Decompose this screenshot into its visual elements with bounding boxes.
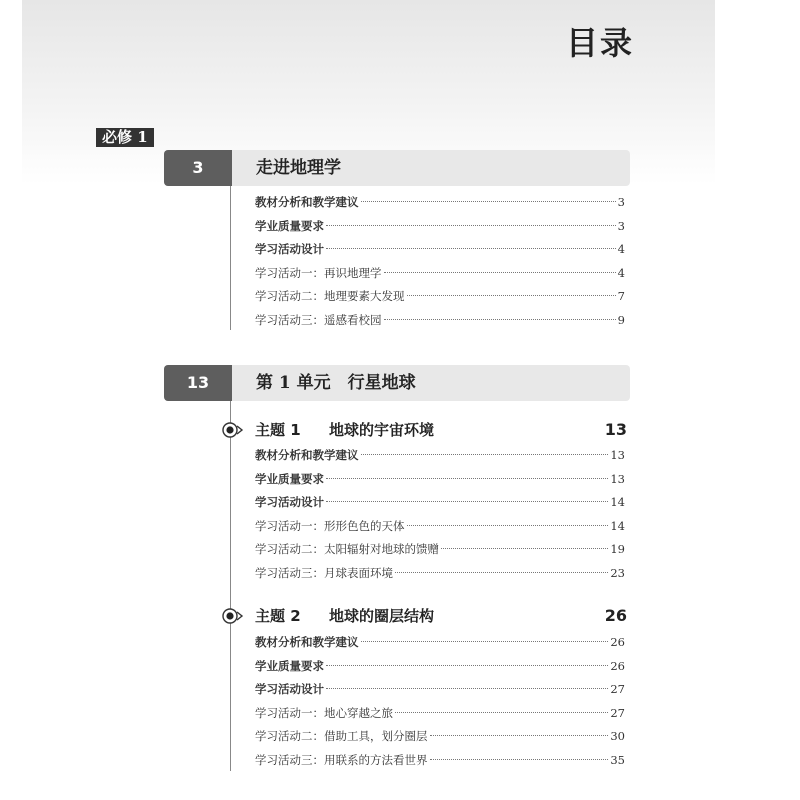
toc-entry[interactable]: 学习活动设计 4 xyxy=(255,238,625,262)
volume-tag: 必修 1 xyxy=(96,128,154,147)
dot-leader xyxy=(407,295,616,296)
toc-page-number: 19 xyxy=(610,542,625,556)
toc-list-topic-2 xyxy=(255,631,625,772)
toc-entry[interactable]: 学业质量要求 3 xyxy=(255,215,625,239)
dot-leader xyxy=(407,525,609,526)
dot-leader xyxy=(395,712,608,713)
toc-entry[interactable]: 学习活动一：形形色色的天体 14 xyxy=(255,515,625,539)
toc-page-number: 9 xyxy=(617,312,625,327)
topic-label: 主题 1 xyxy=(255,421,301,439)
toc-page-number: 7 xyxy=(617,289,625,303)
section-header-intro[interactable] xyxy=(164,150,630,186)
toc-page-number: 14 xyxy=(610,518,625,533)
toc-page-number: 23 xyxy=(610,565,625,580)
section-page-number: 13 xyxy=(164,365,232,401)
toc-page-number: 3 xyxy=(617,218,625,233)
topic-page-number: 13 xyxy=(604,420,627,439)
dot-leader xyxy=(361,201,616,202)
toc-entry[interactable]: 学习活动三：遥感看校园 9 xyxy=(255,309,625,333)
topic-name: 地球的圈层结构 xyxy=(329,607,435,625)
dot-leader xyxy=(395,572,608,573)
dot-leader xyxy=(384,272,616,273)
toc-page-number: 35 xyxy=(610,752,625,767)
topic-heading-1[interactable] xyxy=(222,419,627,441)
toc-entry[interactable]: 学习活动二：地理要素大发现 7 xyxy=(255,285,625,309)
dot-leader xyxy=(430,735,609,736)
toc-entry[interactable]: 学业质量要求 13 xyxy=(255,468,625,492)
timeline-line xyxy=(230,401,231,771)
toc-page-number: 13 xyxy=(610,448,625,462)
toc-page-number: 26 xyxy=(610,658,625,673)
toc-page-number: 27 xyxy=(610,682,625,696)
toc-entry[interactable]: 教材分析和教学建议 3 xyxy=(255,191,625,215)
toc-page-number: 3 xyxy=(617,195,625,209)
section-page-number: 3 xyxy=(164,150,232,186)
dot-leader xyxy=(326,665,608,666)
topic-label: 主题 2 xyxy=(255,607,301,625)
toc-entry[interactable]: 学习活动二：太阳辐射对地球的馈赠 19 xyxy=(255,538,625,562)
section-title: 第 1 单元 行星地球 xyxy=(256,373,416,393)
toc-entry[interactable]: 教材分析和教学建议 26 xyxy=(255,631,625,655)
dot-leader xyxy=(441,548,608,549)
toc-entry[interactable]: 学习活动一：再识地理学 4 xyxy=(255,262,625,286)
toc-entry[interactable]: 学习活动三：月球表面环境 23 xyxy=(255,562,625,586)
dot-leader xyxy=(326,501,608,502)
toc-entry[interactable]: 学习活动二：借助工具，划分圈层 30 xyxy=(255,725,625,749)
topic-name: 地球的宇宙环境 xyxy=(329,421,435,439)
dot-leader xyxy=(384,319,616,320)
toc-page-number: 30 xyxy=(610,729,625,743)
toc-entry[interactable]: 学习活动设计 14 xyxy=(255,491,625,515)
toc-page-number: 4 xyxy=(617,242,625,256)
dot-leader xyxy=(430,759,609,760)
toc-entry[interactable]: 学习活动设计 27 xyxy=(255,678,625,702)
toc-page-number: 4 xyxy=(617,265,625,280)
target-bullet-icon xyxy=(222,607,246,625)
toc-page-number: 14 xyxy=(610,495,625,509)
toc-list-topic-1 xyxy=(255,444,625,585)
topic-page-number: 26 xyxy=(604,606,627,625)
toc-entry[interactable]: 学习活动三：用联系的方法看世界 35 xyxy=(255,749,625,773)
toc-entry[interactable]: 学业质量要求 26 xyxy=(255,655,625,679)
page-title: 目录 xyxy=(566,24,635,62)
toc-entry[interactable]: 教材分析和教学建议 13 xyxy=(255,444,625,468)
dot-leader xyxy=(326,688,608,689)
timeline-line xyxy=(230,186,231,330)
section-title: 走进地理学 xyxy=(256,158,341,178)
toc-list-intro xyxy=(255,191,625,332)
toc-page-number: 26 xyxy=(610,635,625,649)
toc-page-number: 13 xyxy=(610,471,625,486)
target-bullet-icon xyxy=(222,421,246,439)
dot-leader xyxy=(361,641,609,642)
dot-leader xyxy=(361,454,609,455)
section-header-unit-1[interactable] xyxy=(164,365,630,401)
dot-leader xyxy=(326,225,616,226)
topic-heading-2[interactable] xyxy=(222,605,627,627)
dot-leader xyxy=(326,248,616,249)
toc-entry[interactable]: 学习活动一：地心穿越之旅 27 xyxy=(255,702,625,726)
toc-page-number: 27 xyxy=(610,705,625,720)
dot-leader xyxy=(326,478,608,479)
